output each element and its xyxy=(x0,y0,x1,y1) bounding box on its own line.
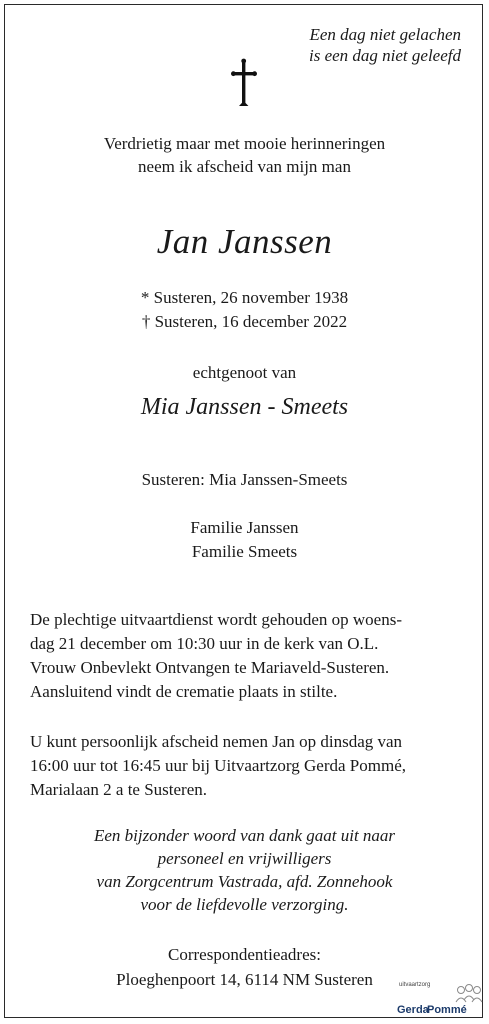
death-date: † Susteren, 16 december 2022 xyxy=(141,312,348,331)
visitation-line-2: 16:00 uur tot 16:45 uur bij Uitvaartzorg Gerda Pommé, xyxy=(30,756,406,775)
logo-small-text: uitvaartzorg xyxy=(399,982,431,988)
visitation-paragraph xyxy=(30,730,462,802)
thanks-line-2: personeel en vrijwilligers xyxy=(157,849,332,868)
motto-line-2: is een dag niet geleefd xyxy=(308,46,461,65)
service-line-3: Vrouw Onbevlekt Ontvangen te Mariaveld-Susteren. xyxy=(30,658,390,677)
correspondence-address: Ploeghenpoort 14, 6114 NM Susteren xyxy=(116,970,373,989)
funeral-home-logo xyxy=(397,982,485,1020)
deceased-name: Jan Janssen xyxy=(156,222,333,261)
thanks-line-1: Een bijzonder woord van dank gaat uit naar xyxy=(93,826,396,845)
spouse-label: echtgenoot van xyxy=(192,363,297,382)
family-names xyxy=(0,516,489,564)
birth-date: * Susteren, 26 november 1938 xyxy=(140,288,349,307)
thanks-line-4: voor de liefdevolle verzorging. xyxy=(140,895,349,914)
service-line-4: Aansluitend vindt de crematie plaats in stilte. xyxy=(30,682,338,701)
motto xyxy=(309,24,461,66)
intro-line-1: Verdrietig maar met mooie herinneringen xyxy=(103,134,386,153)
latin-cross-icon xyxy=(231,58,257,108)
visitation-line-1: U kunt persoonlijk afscheid nemen Jan op dinsdag van xyxy=(30,732,403,751)
residence-line: Susteren: Mia Janssen-Smeets xyxy=(141,470,348,489)
motto-line-1: Een dag niet gelachen xyxy=(309,25,461,44)
thanks-text xyxy=(0,824,489,916)
service-line-1: De plechtige uitvaartdienst wordt gehouden op woens- xyxy=(30,610,403,629)
correspondence-label: Correspondentieadres: xyxy=(168,945,321,964)
people-group-icon xyxy=(455,984,483,1014)
family-line-1: Familie Janssen xyxy=(190,518,299,537)
visitation-line-3: Marialaan 2 a te Susteren. xyxy=(30,780,208,799)
intro-text xyxy=(0,132,489,178)
intro-line-2: neem ik afscheid van mijn man xyxy=(138,157,351,176)
family-line-2: Familie Smeets xyxy=(191,542,298,561)
spouse-name: Mia Janssen - Smeets xyxy=(140,394,349,420)
life-dates xyxy=(0,286,489,334)
thanks-line-3: van Zorgcentrum Vastrada, afd. Zonnehook xyxy=(96,872,393,891)
logo-brand-second: Pommé xyxy=(427,1004,467,1016)
service-paragraph xyxy=(30,608,462,704)
service-line-2: dag 21 december om 10:30 uur in de kerk van O.L. xyxy=(30,634,379,653)
logo-brand-first: Gerda xyxy=(397,1004,429,1016)
